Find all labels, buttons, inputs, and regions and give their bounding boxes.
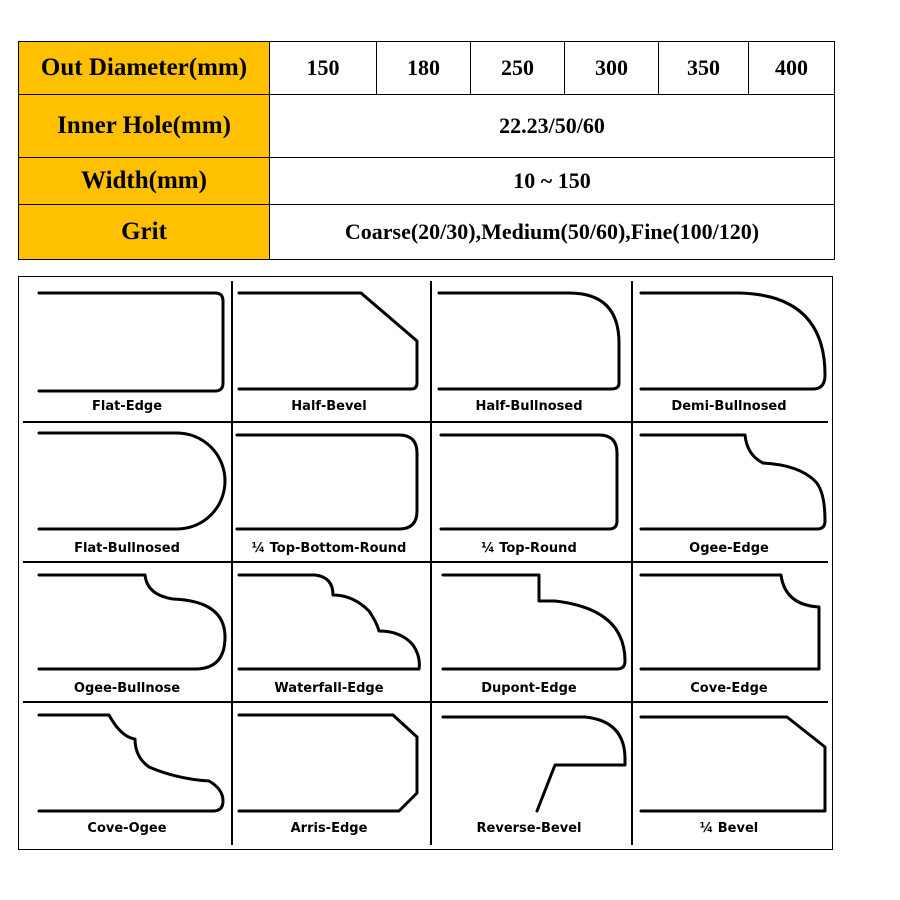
profile-ogee-bullnose [27,561,227,701]
spec-row-width [19,158,835,205]
profile-cove-edge [629,561,829,701]
profile-label: Half-Bullnosed [475,399,583,414]
profile-label: Dupont-Edge [481,681,577,696]
profile-label: ¼ Top-Round [481,541,577,556]
diameter-value: 300 [565,42,659,95]
profile-label: Half-Bevel [291,399,367,414]
profile-arris-edge [229,701,429,841]
profile-flat-bullnosed [27,421,227,561]
profile-dupont-edge [429,561,629,701]
flat-bullnosed-profile-icon [27,421,227,541]
spec-row-inner-hole [19,95,835,158]
cove-ogee-profile-icon [27,701,227,821]
cove-edge-profile-icon [629,561,829,681]
width-value: 10 ~ 150 [270,158,835,205]
half-bevel-profile-icon [229,279,429,399]
profile-label: Flat-Bullnosed [74,541,180,556]
profile-label: Cove-Ogee [87,821,167,836]
diameter-value: 400 [749,42,835,95]
profile-quarter-bevel [629,701,829,841]
spec-row-grit [19,205,835,260]
profile-waterfall-edge [229,561,429,701]
profile-quarter-top-bottom-round [229,421,429,561]
arris-edge-profile-icon [229,701,429,821]
edge-profiles-grid [18,276,833,850]
reverse-bevel-profile-icon [429,701,629,821]
profile-label: Arris-Edge [290,821,368,836]
flat-edge-profile-icon [27,279,227,399]
quarter-top-round-profile-icon [429,421,629,541]
spec-row-out-diameter [19,42,835,95]
grit-value: Coarse(20/30),Medium(50/60),Fine(100/120) [270,205,835,260]
profile-cove-ogee [27,701,227,841]
profile-label: ¼ Top-Bottom-Round [251,541,407,556]
demi-bullnosed-profile-icon [629,279,829,399]
profile-label: Reverse-Bevel [476,821,582,836]
ogee-bullnose-profile-icon [27,561,227,681]
profile-label: Waterfall-Edge [274,681,384,696]
dupont-edge-profile-icon [429,561,629,681]
out-diameter-header: Out Diameter(mm) [19,42,270,95]
profile-label: Ogee-Edge [689,541,769,556]
half-bullnosed-profile-icon [429,279,629,399]
profile-quarter-top-round [429,421,629,561]
quarter-top-bottom-round-profile-icon [229,421,429,541]
profile-half-bevel [229,279,429,419]
diameter-value: 150 [270,42,377,95]
inner-hole-value: 22.23/50/60 [270,95,835,158]
waterfall-edge-profile-icon [229,561,429,681]
quarter-bevel-profile-icon [629,701,829,821]
profile-demi-bullnosed [629,279,829,419]
profile-label: ¼ Bevel [699,821,759,836]
profile-label: Flat-Edge [91,399,163,414]
grit-header: Grit [19,205,270,260]
profile-ogee-edge [629,421,829,561]
diameter-value: 180 [377,42,471,95]
profile-label: Ogee-Bullnose [73,681,181,696]
profile-flat-edge [27,279,227,419]
inner-hole-header: Inner Hole(mm) [19,95,270,158]
diameter-value: 250 [471,42,565,95]
spec-table [18,41,835,260]
width-header: Width(mm) [19,158,270,205]
diameter-value: 350 [659,42,749,95]
profile-reverse-bevel [429,701,629,841]
profile-half-bullnosed [429,279,629,419]
profile-label: Cove-Edge [690,681,768,696]
profile-label: Demi-Bullnosed [671,399,787,414]
ogee-edge-profile-icon [629,421,829,541]
